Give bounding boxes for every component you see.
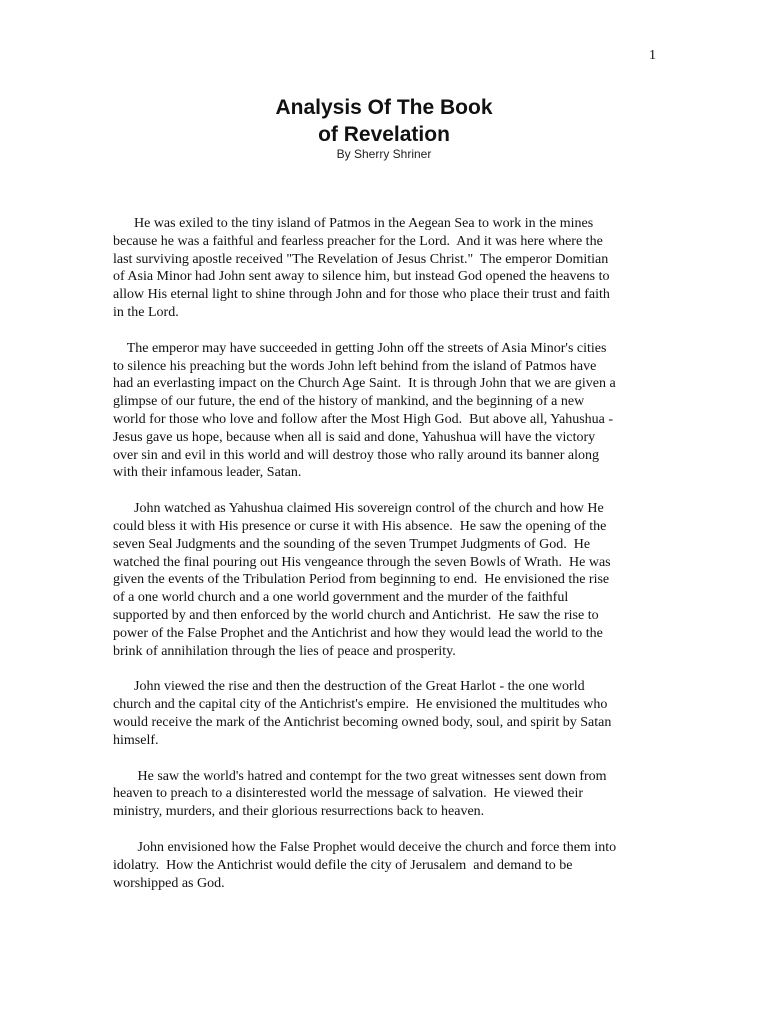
- paragraph-line: of a one world church and a one world government and the murder of the faithful: [113, 590, 569, 606]
- paragraph-line: John watched as Yahushua claimed His sovereign control of the church and how He: [113, 501, 604, 517]
- paragraph-line: watched the final pouring out His vengeance through the seven Bowls of Wrath. He was: [113, 554, 611, 570]
- paragraph-line: The emperor may have succeeded in getting John off the streets of Asia Minor's cities: [113, 340, 607, 356]
- paragraph-line: of Asia Minor had John sent away to silence him, but instead God opened the heavens to: [113, 269, 610, 285]
- paragraph-line: John viewed the rise and then the destruction of the Great Harlot - the one world: [113, 679, 585, 695]
- paragraph-line: brink of annihilation through the lies of peace and prosperity.: [113, 643, 456, 659]
- paragraph-line: had an everlasting impact on the Church Age Saint. It is through John that we are given a: [113, 376, 616, 392]
- paragraph-line: He saw the world's hatred and contempt for the two great witnesses sent down from: [113, 768, 607, 784]
- title-line-2: of Revelation: [318, 123, 450, 146]
- paragraph-line: supported by and then enforced by the world church and Antichrist. He saw the rise to: [113, 607, 599, 623]
- paragraph-line: with their infamous leader, Satan.: [113, 465, 302, 481]
- paragraph-line: church and the capital city of the Antichrist's empire. He envisioned the multitudes who: [113, 697, 608, 713]
- paragraph-line: world for those who love and follow after the Most High God. But above all, Yahushua -: [113, 411, 614, 427]
- paragraph-line: allow His eternal light to shine through John and for those who place their trust and faith: [113, 287, 610, 303]
- paragraph: [113, 215, 659, 322]
- paragraph-line: Jesus gave us hope, because when all is said and done, Yahushua will have the victory: [113, 429, 596, 445]
- paragraph-line: would receive the mark of the Antichrist becoming owned body, soul, and spirit by Satan: [113, 714, 612, 730]
- paragraph-line: power of the False Prophet and the Antichrist and how they would lead the world to the: [113, 625, 603, 641]
- body-text: [113, 215, 659, 910]
- paragraph-line: to silence his preaching but the words John left behind from the island of Patmos have: [113, 358, 597, 374]
- author-byline: By Sherry Shriner: [336, 147, 432, 161]
- paragraph-line: last surviving apostle received "The Revelation of Jesus Christ." The emperor Domitian: [113, 251, 609, 267]
- paragraph-line: idolatry. How the Antichrist would defile the city of Jerusalem and demand to be: [113, 857, 573, 873]
- paragraph: [113, 500, 659, 660]
- paragraph-line: himself.: [113, 732, 159, 748]
- document-title: [0, 94, 768, 148]
- paragraph: [113, 768, 659, 821]
- paragraph: [113, 340, 659, 482]
- paragraph-line: over sin and evil in this world and will destroy those who rally around its banner along: [113, 447, 600, 463]
- paragraph: [113, 678, 659, 749]
- paragraph-line: John envisioned how the False Prophet would deceive the church and force them into: [113, 839, 617, 855]
- paragraph-line: given the events of the Tribulation Period from beginning to end. He envisioned the rise: [113, 572, 610, 588]
- paragraph-line: seven Seal Judgments and the sounding of the seven Trumpet Judgments of God. He: [113, 536, 591, 552]
- paragraph-line: He was exiled to the tiny island of Patmos in the Aegean Sea to work in the mines: [113, 216, 594, 231]
- page-number: 1: [649, 48, 656, 63]
- title-line-1: Analysis Of The Book: [275, 96, 493, 119]
- paragraph-line: glimpse of our future, the end of the history of mankind, and the beginning of a new: [113, 394, 585, 410]
- paragraph: [113, 839, 659, 892]
- paragraph-line: ministry, murders, and their glorious resurrections back to heaven.: [113, 804, 485, 820]
- paragraph-line: heaven to preach to a disinterested world the message of salvation. He viewed their: [113, 786, 584, 802]
- paragraph-line: in the Lord.: [113, 304, 179, 320]
- paragraph-line: worshipped as God.: [113, 875, 225, 891]
- paragraph-line: could bless it with His presence or curse it with His absence. He saw the opening of the: [113, 518, 607, 534]
- paragraph-line: because he was a faithful and fearless preacher for the Lord. And it was here where the: [113, 233, 603, 249]
